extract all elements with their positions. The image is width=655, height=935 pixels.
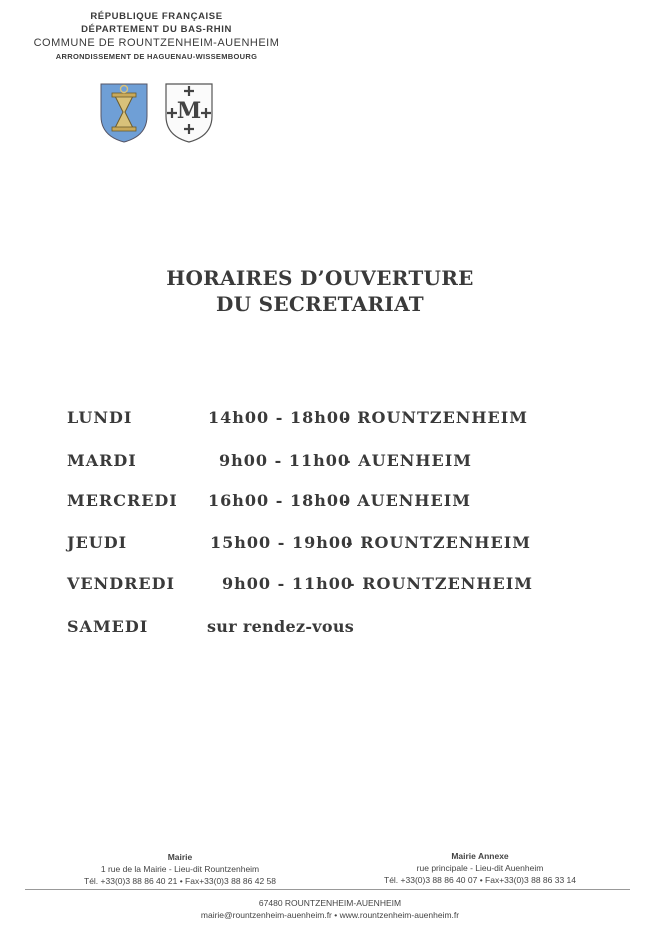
schedule-hours: sur rendez-vous	[207, 617, 355, 636]
schedule-day: VENDREDI	[67, 574, 175, 593]
schedule-day: MARDI	[67, 451, 137, 470]
annexe-phone: Tél. +33(0)3 88 86 40 07 • Fax+33(0)3 88 86 33 14	[384, 875, 576, 885]
annexe-contact	[365, 850, 595, 886]
m-cross-shield-icon	[164, 82, 214, 144]
schedule-place: - AUENHEIM	[344, 451, 472, 470]
schedule-place: - ROUNTZENHEIM	[348, 574, 533, 593]
mairie-phone: Tél. +33(0)3 88 86 40 21 • Fax+33(0)3 88 86 42 58	[84, 876, 276, 886]
header-department: DÉPARTEMENT DU BAS-RHIN	[81, 24, 232, 35]
page-title-line2: DU SECRETARIAT	[215, 292, 424, 316]
schedule-day: LUNDI	[67, 408, 133, 427]
mairie-contact	[60, 851, 300, 887]
schedule-day: JEUDI	[67, 533, 128, 552]
header-republic: RÉPUBLIQUE FRANÇAISE	[90, 11, 223, 22]
mairie-title: Mairie	[167, 852, 193, 862]
footer-postal: 67480 ROUNTZENHEIM-AUENHEIM	[258, 898, 402, 908]
schedule-day: MERCREDI	[67, 491, 178, 510]
schedule-day: SAMEDI	[67, 617, 149, 636]
schedule-hours: 15h00 - 19h00	[210, 533, 354, 552]
mairie-address: 1 rue de la Mairie - Lieu-dit Rountzenheim	[100, 864, 260, 874]
page-title-line1: HORAIRES D’OUVERTURE	[166, 266, 474, 290]
hourglass-shield-icon	[99, 82, 149, 144]
footer-bottom	[120, 897, 540, 921]
schedule-hours: 14h00 - 18h00	[208, 408, 352, 427]
header-commune: COMMUNE DE ROUNTZENHEIM-AUENHEIM	[33, 37, 280, 49]
annexe-address: rue principale - Lieu-dit Auenheim	[416, 863, 544, 873]
schedule-place: - ROUNTZENHEIM	[346, 533, 531, 552]
letterhead	[14, 10, 299, 63]
schedule-place: - ROUNTZENHEIM	[343, 408, 528, 427]
schedule-hours: 16h00 - 18h00	[208, 491, 352, 510]
schedule-hours: 9h00 - 11h00	[219, 451, 350, 470]
svg-text:M: M	[176, 98, 202, 124]
schedule-hours: 9h00 - 11h00	[222, 574, 353, 593]
schedule-place: - AUENHEIM	[343, 491, 471, 510]
footer-contact: mairie@rountzenheim-auenheim.fr • www.rountzenheim-auenheim.fr	[200, 910, 460, 920]
footer-divider	[25, 889, 630, 890]
annexe-title: Mairie Annexe	[451, 851, 509, 861]
header-arrondissement: ARRONDISSEMENT DE HAGUENAU-WISSEMBOURG	[55, 52, 258, 61]
